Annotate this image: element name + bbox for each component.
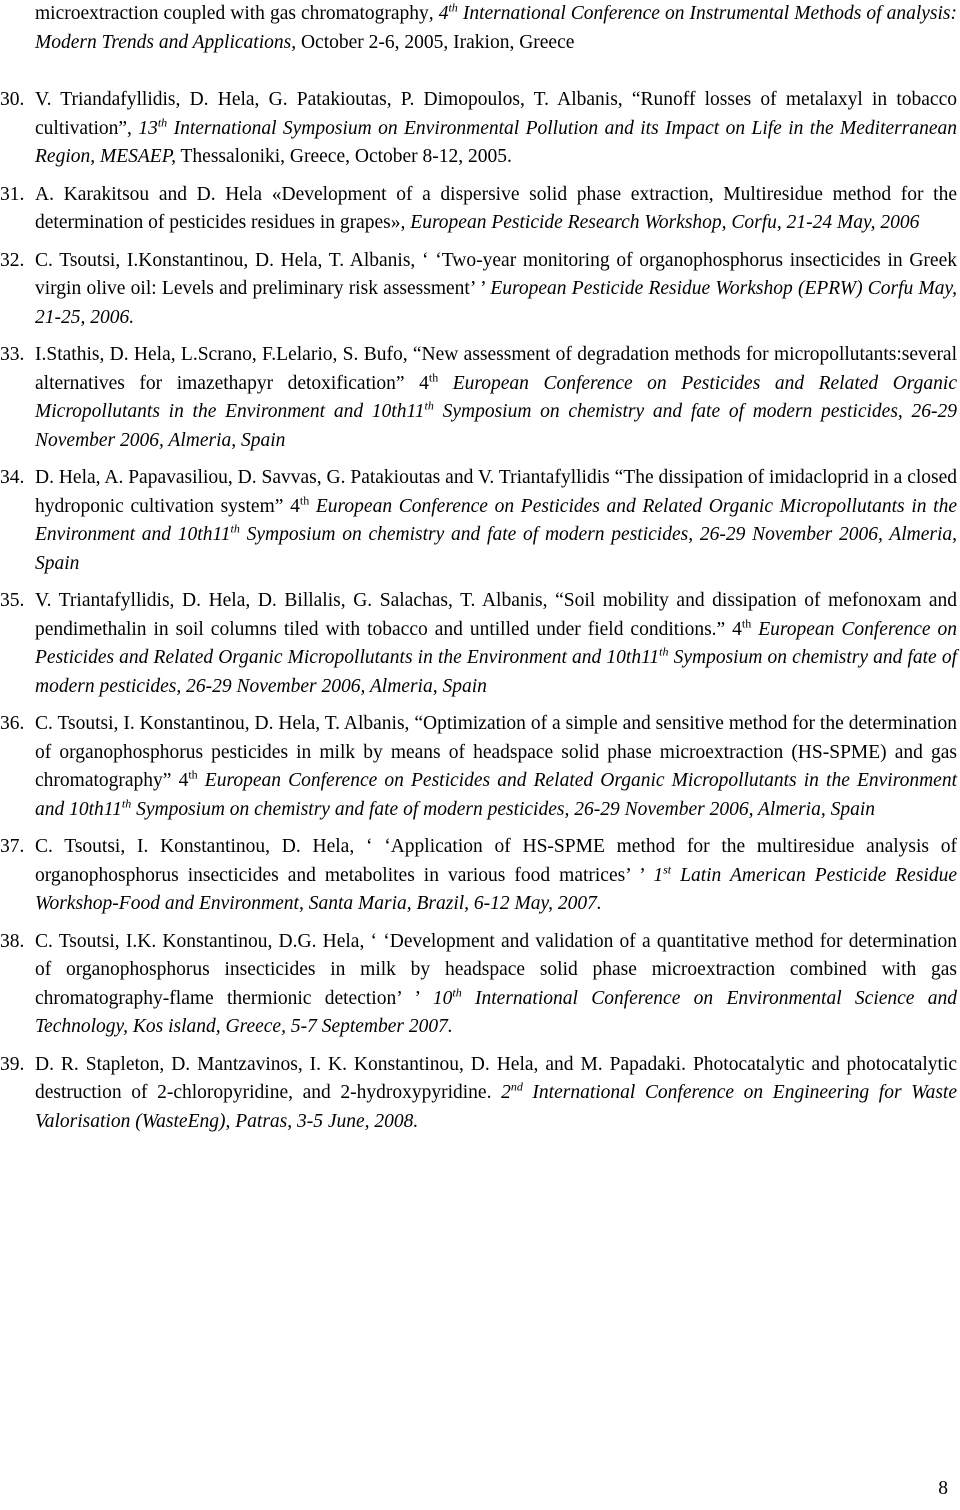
- superscript: th: [428, 370, 439, 384]
- reference-text: Thessaloniki, Greece, October 8-12, 2005.: [176, 146, 512, 167]
- reference-authors: C. Tsoutsi, I. Konstantinou, D. Hela,: [35, 836, 366, 857]
- reference-item: [0, 247, 957, 333]
- superscript: th: [157, 115, 168, 129]
- reference-item: [0, 341, 957, 455]
- reference-venue: International Symposium on Environmental Pollution and its Impact on Life in the Mediterranean Region, MESAEP,: [35, 117, 958, 167]
- superscript: th: [299, 493, 310, 507]
- reference-item: [0, 587, 957, 701]
- reference-venue: Symposium on chemistry and fate of modern pesticides, 26-29 November 2006, Almeria, Spain: [131, 798, 875, 820]
- reference-authors: D. R. Stapleton, D. Mantzavinos, I. K. Konstantinou, D. Hela, and M. Papadaki.: [35, 1053, 693, 1075]
- reference-item: [0, 710, 957, 824]
- superscript: th: [659, 644, 669, 659]
- superscript: st: [663, 862, 672, 876]
- reference-number: 38.: [0, 930, 25, 952]
- reference-item: [0, 833, 957, 919]
- reference-authors: A. Karakitsou and D. Hela: [35, 183, 272, 205]
- reference-authors: C. Tsoutsi, I.Konstantinou, D. Hela, T. Albanis,: [35, 249, 423, 271]
- superscript: th: [448, 0, 458, 15]
- reference-title: ‘ ‘Two-year monitoring of organophosphorus insecticides in Greek virgin olive oil: Levels and preliminary risk assessment’ ’: [35, 249, 957, 299]
- reference-venue: European Pesticide Residue Workshop (EPRW) Corfu May, 21-25, 2006.: [35, 278, 957, 328]
- reference-number: 37.: [0, 836, 25, 857]
- superscript: th: [741, 616, 752, 630]
- reference-title: ‘ ‘Development and validation of a quantitative method for determination of organophosphorus insecticides in milk by headspace solid phase microextraction combined with gas chromatography-flame thermionic detection’ ’: [35, 930, 957, 1009]
- reference-text: October 2-6, 2005, Irakion, Greece: [296, 31, 575, 53]
- reference-venue: European Conference on Pesticides and Related Organic Micropollutants in the Environment and 10th11: [35, 495, 957, 545]
- page-number: 8: [938, 1478, 948, 1499]
- superscript: nd: [510, 1079, 523, 1094]
- reference-authors: C. Tsoutsi, I. Konstantinou, D. Hela, T. Albanis,: [35, 713, 415, 734]
- reference-venue: International Conference on Instrumental Methods of analysis: Modern Trends and Applications,: [35, 3, 958, 53]
- reference-item: [0, 86, 957, 172]
- superscript: th: [188, 767, 198, 782]
- reference-authors: V. Triantafyllidis, D. Hela, D. Billalis, G. Salachas, T. Albanis,: [35, 590, 556, 611]
- reference-title: Photocatalytic and photocatalytic destruction of 2-chloropyridine, and 2-hydroxypyridine.: [35, 1053, 958, 1103]
- reference-number: 30.: [0, 89, 25, 110]
- superscript: th: [452, 985, 462, 999]
- reference-venue: International Conference on Environmental Science and Technology, Kos island, Greece, 5-7 September 2007.: [35, 987, 957, 1037]
- reference-number: 35.: [0, 590, 25, 611]
- reference-venue: 1: [653, 864, 664, 886]
- reference-venue: , 4: [428, 3, 449, 24]
- reference-item: [0, 1051, 957, 1137]
- reference-title: «Development of a dispersive solid phase extraction, Multiresidue method for the determination of pesticides residues in grapes»,: [35, 183, 957, 233]
- reference-venue: 2: [501, 1082, 511, 1103]
- reference-authors: D. Hela, A. Papavasiliou, D. Savvas, G. Patakioutas and V. Triantafyllidis: [35, 467, 615, 488]
- reference-item: [0, 464, 957, 578]
- superscript: th: [121, 796, 132, 810]
- reference-number: 32.: [0, 249, 25, 271]
- reference-title: “Soil mobility and dissipation of mefonoxam and pendimethalin in soil columns tiled with tobacco and untilled under field conditions.” 4: [35, 590, 957, 640]
- reference-text: microextraction coupled with gas chromatography: [35, 3, 429, 24]
- reference-item: [0, 928, 957, 1042]
- reference-title: “The dissipation of imidacloprid in a closed hydroponic cultivation system” 4: [35, 467, 958, 517]
- reference-number: 33.: [0, 344, 25, 365]
- reference-item: [0, 181, 957, 238]
- reference-number: 34.: [0, 467, 25, 488]
- reference-venue: 13: [138, 117, 158, 139]
- reference-venue: Symposium on chemistry and fate of modern pesticides, 26-29 November 2006, Almeria, Spain: [35, 647, 958, 697]
- reference-venue: Latin American Pesticide Residue Workshop-Food and Environment, Santa Maria, Brazil, 6-12 May, 2007.: [35, 864, 957, 914]
- reference-list: [0, 86, 960, 1145]
- reference-venue: 10: [432, 987, 453, 1009]
- reference-number: 31.: [0, 183, 25, 205]
- reference-number: 36.: [0, 713, 25, 734]
- reference-venue: European Conference on Pesticides and Related Organic Micropollutants in the Environment and 10th11: [35, 618, 958, 668]
- reference-venue: European Pesticide Research Workshop, Corfu, 21-24 May, 2006: [410, 212, 920, 233]
- superscript: th: [230, 521, 240, 536]
- reference-continuation: [35, 0, 957, 57]
- reference-venue: European Conference on Pesticides and Related Organic Micropollutants in the Environment and 10th11: [35, 372, 957, 422]
- reference-authors: C. Tsoutsi, I.K. Konstantinou, D.G. Hela,: [35, 930, 371, 952]
- reference-number: 39.: [0, 1053, 25, 1075]
- reference-title: ‘ ‘Application of HS-SPME method for the multiresidue analysis of organophosphorus insecticides and metabolites in various food matrices’ ’: [35, 836, 957, 886]
- reference-title: “New assessment of degradation methods for micropollutants:several alternatives for imazethapyr detoxification” 4: [35, 344, 958, 394]
- reference-authors: I.Stathis, D. Hela, L.Scrano, F.Lelario, S. Bufo,: [35, 344, 413, 365]
- reference-authors: V. Triandafyllidis, D. Hela, G. Patakioutas, P. Dimopoulos, T. Albanis,: [35, 89, 632, 110]
- reference-venue: European Conference on Pesticides and Related Organic Micropollutants in the Environment and 10th11: [35, 770, 957, 820]
- reference-venue: International Conference on Engineering for Waste Valorisation (WasteEng), Patras, 3-5 June, 2008.: [35, 1082, 957, 1132]
- superscript: th: [424, 398, 434, 413]
- reference-venue: Symposium on chemistry and fate of modern pesticides, 26-29 November 2006, Almeria, Spain: [35, 401, 958, 451]
- reference-venue: Symposium on chemistry and fate of modern pesticides, 26-29 November 2006, Almeria, Spain: [35, 524, 957, 574]
- reference-title: “Optimization of a simple and sensitive method for the determination of organophosphorus pesticides in milk by means of headspace solid phase microextraction (HS-SPME) and gas chromatography” 4: [35, 713, 957, 791]
- reference-title: “Runoff losses of metalaxyl in tobacco cultivation”,: [35, 89, 957, 139]
